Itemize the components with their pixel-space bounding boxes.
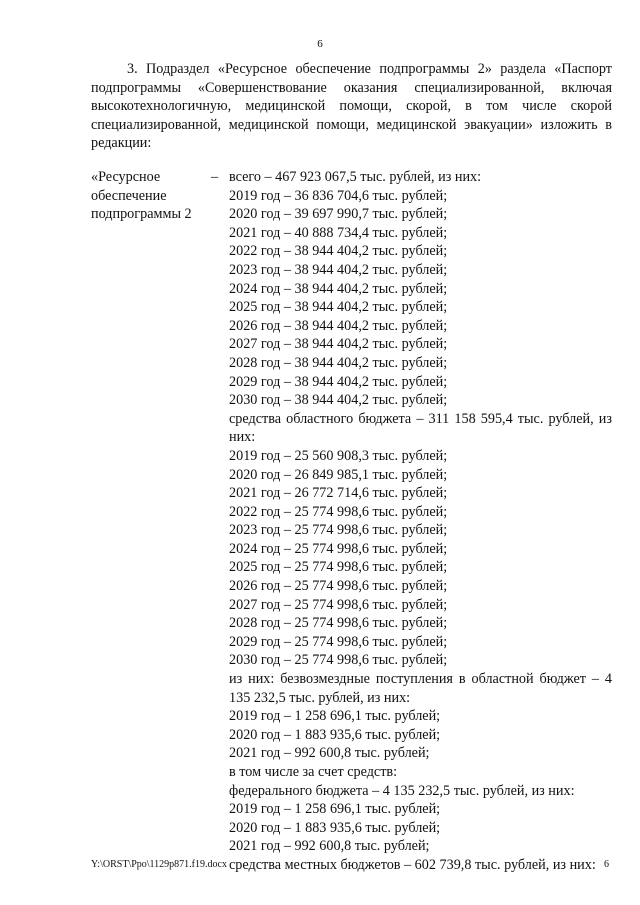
year-line: 2024 год – 25 774 998,6 тыс. рублей; [229,540,448,557]
year-line: 2030 год – 38 944 404,2 тыс. рублей; [229,392,448,409]
year-line: 2026 год – 25 774 998,6 тыс. рублей; [229,578,448,595]
year-line: 2020 год – 1 883 935,6 тыс. рублей; [229,726,441,743]
page-number-top: 6 [317,38,323,50]
year-line: 2023 год – 25 774 998,6 тыс. рублей; [229,522,448,539]
grants-line: из них: безвозмездные поступления в областной бюджет – 4 135 232,5 тыс. рублей, из них: [229,671,612,706]
year-line: 2028 год – 25 774 998,6 тыс. рублей; [229,615,448,632]
year-line: 2019 год – 25 560 908,3 тыс. рублей; [229,447,448,464]
resource-label-line-1: «Ресурсное [91,169,161,185]
year-line: 2030 год – 25 774 998,6 тыс. рублей; [229,652,448,669]
footer-page-number: 6 [604,859,609,870]
year-line: 2023 год – 38 944 404,2 тыс. рублей; [229,261,448,278]
year-line: 2019 год – 1 258 696,1 тыс. рублей; [229,708,441,725]
year-line: 2020 год – 26 849 985,1 тыс. рублей; [229,466,448,483]
funding-sources-line: в том числе за счет средств: [229,764,398,780]
year-line: 2021 год – 992 600,8 тыс. рублей; [229,745,430,762]
year-line: 2025 год – 38 944 404,2 тыс. рублей; [229,299,448,316]
footer-file-path: Y:\ORST\Ppo\1129p871.f19.docx [91,859,227,870]
resource-label-line-2: обеспечение [91,187,167,204]
year-line: 2027 год – 38 944 404,2 тыс. рублей; [229,336,448,353]
year-line: 2022 год – 38 944 404,2 тыс. рублей; [229,243,448,260]
year-line: 2021 год – 40 888 734,4 тыс. рублей; [229,224,448,241]
year-line: 2026 год – 38 944 404,2 тыс. рублей; [229,317,448,334]
intro-paragraph: 3. Подраздел «Ресурсное обеспечение подпрограммы 2» раздела «Паспорт подпрограммы «Совершенствование оказания специализированной, включая высокотехнологичную, медицинской помощи, скорой, в том числе скорой специализированной, медицинской помощи, медицинской эвакуации» изложить в редакции: [91,61,612,152]
year-line: 2020 год – 1 883 935,6 тыс. рублей; [229,819,441,836]
year-line: 2025 год – 25 774 998,6 тыс. рублей; [229,559,448,576]
local-budget-line: средства местных бюджетов – 602 739,8 тыс. рублей, из них: [229,856,596,873]
regional-budget-line: средства областного бюджета – 311 158 595,4 тыс. рублей, из них: [229,410,612,446]
year-line: 2029 год – 38 944 404,2 тыс. рублей; [229,373,448,390]
resource-values [229,168,612,875]
resource-label-line-3: подпрограммы 2 [91,206,192,223]
year-line: 2019 год – 1 258 696,1 тыс. рублей; [229,801,441,818]
year-line: 2020 год – 39 697 990,7 тыс. рублей; [229,206,448,223]
total-line: всего – 467 923 067,5 тыс. рублей, из них: [229,169,482,185]
year-line: 2028 год – 38 944 404,2 тыс. рублей; [229,354,448,371]
year-line: 2029 год – 25 774 998,6 тыс. рублей; [229,633,448,650]
year-line: 2021 год – 26 772 714,6 тыс. рублей; [229,485,448,502]
year-line: 2024 год – 38 944 404,2 тыс. рублей; [229,280,448,297]
label-dash: – [211,169,219,185]
federal-budget-line: федерального бюджета – 4 135 232,5 тыс. рублей, из них: [229,782,575,799]
resource-label [91,168,221,224]
year-line: 2021 год – 992 600,8 тыс. рублей; [229,838,430,855]
year-line: 2019 год – 36 836 704,6 тыс. рублей; [229,187,448,204]
year-line: 2022 год – 25 774 998,6 тыс. рублей; [229,503,448,520]
year-line: 2027 год – 25 774 998,6 тыс. рублей; [229,596,448,613]
